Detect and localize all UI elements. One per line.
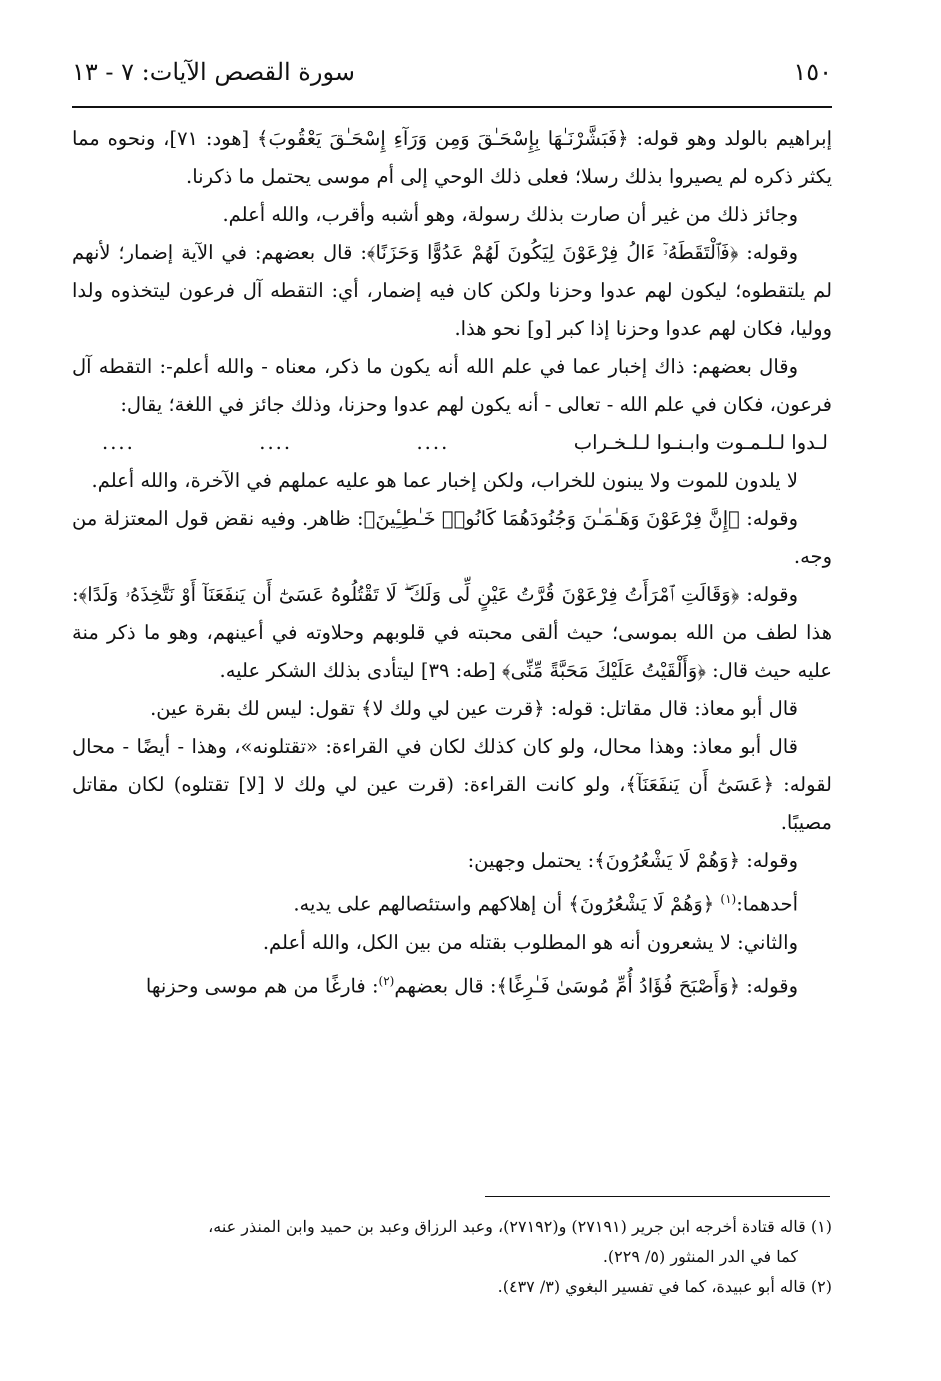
- line: تقتلوه) لكان مقاتل مصيبًا.: [72, 773, 832, 834]
- footnote-rule: [485, 1196, 830, 1197]
- paragraph: [72, 962, 832, 1006]
- line: وقوله: ﴿وَهُمْ لَا يَشْعُرُونَ﴾: يحتمل وجهين:: [467, 849, 798, 872]
- line: والله أعلم.: [91, 469, 179, 492]
- poem-ellipsis: ....: [416, 431, 450, 454]
- paragraph: [72, 234, 832, 348]
- footnote-ref: (١): [720, 892, 737, 906]
- paragraph: [72, 728, 832, 842]
- paragraph: [72, 348, 832, 424]
- line: التقطه آل فرعون، فكان في علم الله - تعالى - أنه يكون لهم عدوا وحزنا، وذلك جائز: [72, 355, 832, 416]
- page-number: ١٥٠: [793, 58, 832, 86]
- footnote-ref: (٢): [378, 973, 395, 988]
- line: فرعون ليتخذوه ولدا ووليا، فكان لهم عدوا وحزنا إذا كبر [و] نحو هذا.: [72, 279, 832, 340]
- footnote: [72, 1272, 832, 1302]
- paragraph: [72, 690, 832, 728]
- header-rule: [72, 106, 832, 108]
- line: المعتزلة من وجه.: [72, 507, 832, 568]
- line: قال أبو معاذ: قال مقاتل: قوله: ﴿قرت عين لي ولك لا﴾ تقول: ليس لك بقرة عين.: [150, 697, 798, 720]
- running-header: [72, 58, 832, 98]
- poem-ellipsis: ....: [102, 431, 135, 454]
- footnote: [72, 1212, 832, 1242]
- paragraph: [72, 924, 832, 962]
- poem-ellipsis: ....: [259, 431, 293, 454]
- running-title: سورة القصص الآيات: ٧ - ١٣: [72, 58, 355, 86]
- line: : فارغًا من هم موسى وحزنها: [145, 974, 379, 997]
- line: أحدهما:: [736, 892, 798, 916]
- line: قال أبو معاذ: وهذا محال، ولو كان كذلك لكان في القراءة: «تقتلونه»، وهذا - أيضًا: [136, 735, 798, 758]
- line: وقوله: ﴿وَقَالَتِ ٱمْرَأَتُ فِرْعَوْنَ قُرَّتُ عَيْنٍ لِّى وَلَكَ ۖ لَا تَقْتُلُوهُ عَسَىٰٓ أَن يَنفَعَنَآ أَوْ نَتَّخِذَهُۥ وَلَدًا﴾:: [72, 583, 798, 606]
- line: وقوله: ﴿وَأَصْبَحَ فُؤَادُ أُمِّ مُوسَىٰ فَـٰرِغًا﴾: قال بعضهم: [394, 974, 798, 997]
- line: وجائز ذلك من غير أن صارت بذلك رسولة، وهو أشبه وأقرب، والله أعلم.: [222, 203, 798, 226]
- footnote-text: (١) قاله قتادة أخرجه ابن جرير (٢٧١٩١) و(٢٧١٩٢)، وعبد الرزاق وعبد بن حميد وابن المنذر عنه،: [208, 1217, 832, 1236]
- paragraph: [72, 462, 832, 500]
- line: وقوله: ﴿إِنَّ فِرْعَوْنَ وَهَـٰمَـٰنَ وَجُنُودَهُمَا كَانُوا۟ خَـٰطِـِٔينَ﴾: ظاهر. وفيه نقض قول: [175, 507, 798, 530]
- footnote-text: (٢) قاله أبو عبيدة، كما في تفسير البغوي (٣/ ٤٣٧).: [497, 1277, 832, 1296]
- line: لا يلدون للموت ولا يبنون للخراب، ولكن إخبار عما هو عليه عملهم في الآخرة،: [184, 469, 798, 492]
- body-text: [72, 120, 832, 1005]
- line: - محال لقوله: ﴿عَسَىٰٓ أَن يَنفَعَنَآ﴾، ولو كانت القراءة: (قرت عين لي ولك لا [لا]: [72, 735, 833, 796]
- line: منة عليه حيث قال: ﴿وَأَلْقَيْتُ عَلَيْكَ مَحَبَّةً مِّنِّى﴾ [طه: ٣٩] ليتأدى بذلك الشكر عليه.: [72, 621, 832, 682]
- poem-verse: [72, 424, 832, 462]
- paragraph: [72, 880, 832, 924]
- line: والثاني: لا يشعرون أنه هو المطلوب بقتله من بين الكل، والله أعلم.: [262, 930, 798, 954]
- line: مما يكثر ذكره لم يصيروا بذلك رسلا؛ فعلى ذلك الوحي إلى أم موسى يحتمل ما ذكرنا.: [72, 127, 832, 188]
- line: إبراهيم بالولد وهو قوله: ﴿فَبَشَّرْنَـٰهَا بِإِسْحَـٰقَ وَمِن وَرَآءِ إِسْحَـٰقَ يَعْقُوبَ﴾ [هود: ٧١]، ونحوه: [107, 127, 832, 150]
- paragraph: [72, 576, 832, 690]
- line: إضمار؛ لأنهم لم يلتقطوه؛ ليكون لهم عدوا وحزنا ولكن كان فيه إضمار، أي: التقطه آل: [72, 241, 833, 302]
- footnote-text: كما في الدر المنثور (٥/ ٢٢٩).: [602, 1247, 798, 1266]
- poem-hemistich: لـدوا لـلـمـوت وابـنـوا لـلـخـراب: [573, 431, 828, 454]
- paragraph: [72, 196, 832, 234]
- paragraph: [72, 842, 832, 880]
- line: ﴿وَهُمْ لَا يَشْعُرُونَ﴾ أن إهلاكهم واستئصالهم على يديه.: [293, 892, 721, 916]
- line: هذا لطف من الله بموسى؛ حيث ألقى محبته في قلوبهم وحلاوته في أعينهم، وهو ما ذكر: [107, 621, 832, 644]
- line: في اللغة؛ يقال:: [120, 393, 245, 416]
- line: وقال بعضهم: ذاك إخبار عما في علم الله أنه يكون ما ذكر، معناه - والله أعلم-:: [159, 355, 799, 378]
- paragraph: [72, 500, 832, 576]
- footnotes: [72, 1212, 832, 1302]
- paragraph: [72, 120, 832, 196]
- line: وقوله: ﴿فَٱلْتَقَطَهُۥٓ ءَالُ فِرْعَوْنَ لِيَكُونَ لَهُمْ عَدُوًّا وَحَزَنًا﴾: قال بعضهم: في الآية: [181, 241, 798, 264]
- footnote-continuation: [72, 1242, 832, 1272]
